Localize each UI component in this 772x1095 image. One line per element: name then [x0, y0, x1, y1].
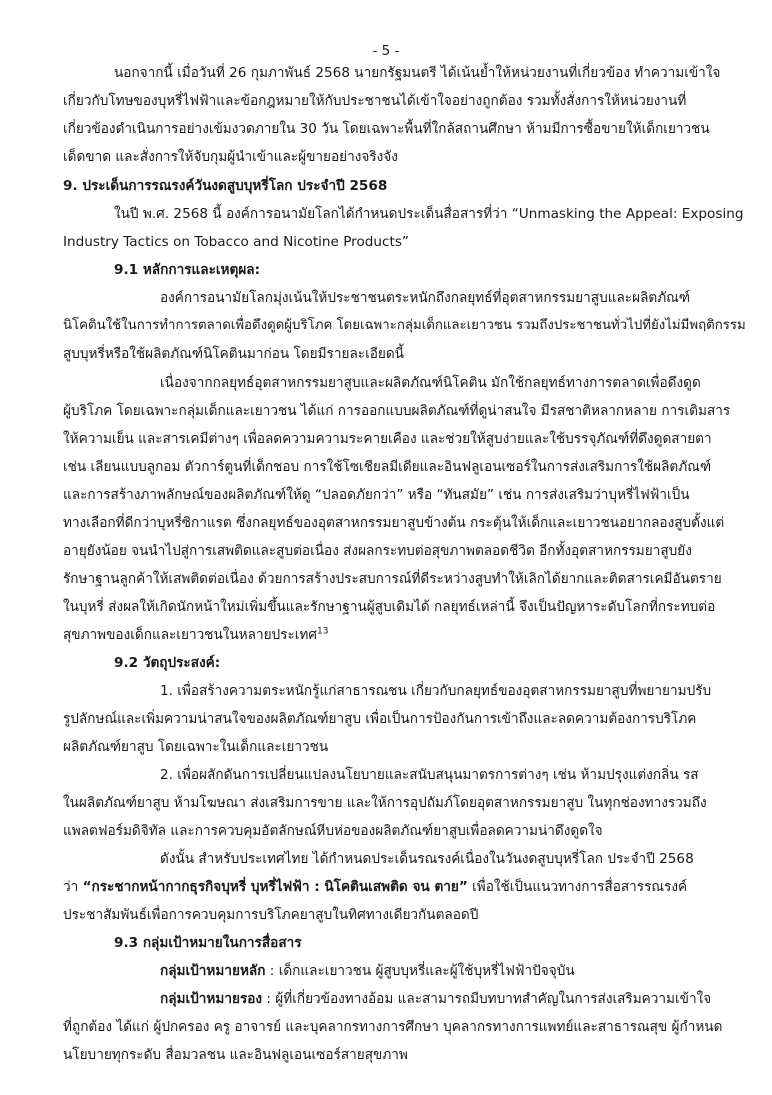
rationale-line: อายุยังน้อย จนนำไปสู่การเสพติดและสูบต่อเนื่อง ส่งผลกระทบต่อสุขภาพตลอดชีวิต อีกทั้งอุตสาหกรรมยาสูบยัง	[63, 543, 692, 559]
rationale-line: ทางเลือกที่ดีกว่าบุหรี่ซิกาแรต ซึ่งกลยุทธ์ของอุตสาหกรรมยาสูบข้างต้น กระตุ้นให้เด็กและเยาวชนอยากลองสูบตั้งแต่	[63, 515, 725, 531]
section-9-line: Industry Tactics on Tobacco and Nicotine Products”	[63, 234, 409, 250]
section-9-1-heading: 9.1 หลักการและเหตุผล:	[114, 262, 261, 278]
target-main-text: : เด็กและเยาวชน ผู้สูบบุหรี่และผู้ใช้บุหรี่ไฟฟ้าปัจจุบัน	[265, 963, 575, 979]
objective-line: แพลตฟอร์มดิจิทัล และการควบคุมอัตลักษณ์หีบห่อของผลิตภัณฑ์ยาสูบเพื่อลดความน่าดึงดูดใจ	[63, 823, 603, 839]
target-secondary-line: ที่ถูกต้อง ได้แก่ ผู้ปกครอง ครู อาจารย์ และบุคลากรทางการศึกษา บุคลากรทางการแพทย์และสาธารณสุข ผู้กำหนด	[63, 1019, 723, 1035]
target-secondary-text: : ผู้ที่เกี่ยวข้องทางอ้อม และสามารถมีบทบาทสำคัญในการส่งเสริมความเข้าใจ	[262, 991, 712, 1007]
campaign-line	[63, 877, 687, 897]
rationale-line: เนื่องจากกลยุทธ์อุตสาหกรรมยาสูบและผลิตภัณฑ์นิโคติน มักใช้กลยุทธ์ทางการตลาดเพื่อดึงดูด	[160, 375, 701, 391]
objective-line: 2. เพื่อผลักดันการเปลี่ยนแปลงนโยบายและสนับสนุนมาตรการต่างๆ เช่น ห้ามปรุงแต่งกลิ่น รส	[160, 767, 699, 783]
target-main-line	[160, 961, 575, 981]
rationale-line	[63, 625, 328, 645]
rationale-line: ในบุหรี่ ส่งผลให้เกิดนักหน้าใหม่เพิ่มขึ้นและรักษาฐานผู้สูบเดิมได้ กลยุทธ์เหล่านี้ จึงเป็นปัญหาระดับโลกที่กระทบต่อ	[63, 599, 716, 615]
objective-line: รูปลักษณ์และเพิ่มความน่าสนใจของผลิตภัณฑ์ยาสูบ เพื่อเป็นการป้องกันการเข้าถึงและลดความต้องการบริโภค	[63, 711, 697, 727]
intro-line: เด็ดขาด และสั่งการให้จับกุมผู้นำเข้าและผู้ขายอย่างจริงจัง	[63, 149, 398, 165]
campaign-line: ประชาสัมพันธ์เพื่อการควบคุมการบริโภคยาสูบในทิศทางเดียวกันตลอดปี	[63, 907, 479, 923]
section-9-line: ในปี พ.ศ. 2568 นี้ องค์การอนามัยโลกได้กำหนดประเด็นสื่อสารที่ว่า “Unmasking the Appeal: Exposing	[114, 206, 744, 222]
section-9-heading: 9. ประเด็นการรณรงค์วันงดสูบบุหรี่โลก ประจำปี 2568	[63, 178, 388, 194]
intro-line: นอกจากนี้ เมื่อวันที่ 26 กุมภาพันธ์ 2568 นายกรัฐมนตรี ได้เน้นย้ำให้หน่วยงานที่เกี่ยวข้อง ทำความเข้าใจ	[114, 65, 721, 81]
section-9-2-heading: 9.2 วัตถุประสงค์:	[114, 655, 221, 671]
target-secondary-line	[160, 989, 711, 1009]
rationale-line: สูบบุหรี่หรือใช้ผลิตภัณฑ์นิโคตินมาก่อน โดยมีรายละเอียดนี้	[63, 346, 404, 362]
rationale-line: เช่น เลียนแบบลูกอม ตัวการ์ตูนที่เด็กชอบ การใช้โซเชียลมีเดียและอินฟลูเอนเซอร์ในการส่งเสริมการใช้ผลิตภัณฑ์	[63, 459, 712, 475]
campaign-line: ดังนั้น สำหรับประเทศไทย ได้กำหนดประเด็นรณรงค์เนื่องในวันงดสูบบุหรี่โลก ประจำปี 2568	[160, 851, 694, 867]
target-secondary-line: นโยบายทุกระดับ สื่อมวลชน และอินฟลูเอนเซอร์สายสุขภาพ	[63, 1047, 408, 1063]
section-9-3-heading: 9.3 กลุ่มเป้าหมายในการสื่อสาร	[114, 935, 302, 951]
rationale-line: รักษาฐานลูกค้าให้เสพติดต่อเนื่อง ด้วยการสร้างประสบการณ์ที่ดีระหว่างสูบทำให้เลิกได้ยากและติดสารเคมีอันตราย	[63, 571, 722, 587]
objective-line: ผลิตภัณฑ์ยาสูบ โดยเฉพาะในเด็กและเยาวชน	[63, 739, 329, 755]
target-secondary-label: กลุ่มเป้าหมายรอง	[160, 991, 263, 1007]
intro-line: เกี่ยวข้องดำเนินการอย่างเข้มงวดภายใน 30 วัน โดยเฉพาะพื้นที่ใกล้สถานศึกษา ห้ามมีการซื้อขายให้เด็กเยาวชน	[63, 121, 710, 137]
rationale-text: สุขภาพของเด็กและเยาวชนในหลายประเทศ	[63, 627, 318, 643]
campaign-slogan: “กระชากหน้ากากธุรกิจบุหรี่ บุหรี่ไฟฟ้า : นิโคตินเสพติด จน ตาย”	[82, 879, 468, 895]
intro-line: เกี่ยวกับโทษของบุหรี่ไฟฟ้าและข้อกฎหมายให้กับประชาชนได้เข้าใจอย่างถูกต้อง รวมทั้งสั่งการให้หน่วยงานที่	[63, 93, 687, 109]
footnote-ref: 13	[317, 626, 329, 637]
page-number: - 5 -	[372, 43, 400, 59]
rationale-line: และการสร้างภาพลักษณ์ของผลิตภัณฑ์ให้ดู “ปลอดภัยกว่า” หรือ “ทันสมัย” เช่น การส่งเสริมว่าบุหรี่ไฟฟ้าเป็น	[63, 487, 690, 503]
rationale-line: องค์การอนามัยโลกมุ่งเน้นให้ประชาชนตระหนักถึงกลยุทธ์ที่อุตสาหกรรมยาสูบและผลิตภัณฑ์	[160, 290, 691, 306]
rationale-line: ผู้บริโภค โดยเฉพาะกลุ่มเด็กและเยาวชน ได้แก่ การออกแบบผลิตภัณฑ์ที่ดูน่าสนใจ มีรสชาติหลากหลาย การเติมสาร	[63, 403, 731, 419]
campaign-prefix: ว่า	[63, 879, 83, 895]
campaign-suffix: เพื่อใช้เป็นแนวทางการสื่อสารรณรงค์	[467, 879, 688, 895]
rationale-line: ให้ความเย็น และสารเคมีต่างๆ เพื่อลดความความระคายเคือง และช่วยให้สูบง่ายและใช้บรรจุภัณฑ์ที่ดึงดูดสายตา	[63, 431, 712, 447]
objective-line: 1. เพื่อสร้างความตระหนักรู้แก่สาธารณชน เกี่ยวกับกลยุทธ์ของอุตสาหกรรมยาสูบที่พยายามปรับ	[160, 683, 712, 699]
objective-line: ในผลิตภัณฑ์ยาสูบ ห้ามโฆษณา ส่งเสริมการขาย และให้การอุปถัมภ์โดยอุตสาหกรรมยาสูบ ในทุกช่องทางรวมถึง	[63, 795, 707, 811]
target-main-label: กลุ่มเป้าหมายหลัก	[160, 963, 266, 979]
rationale-line: นิโคตินใช้ในการทำการตลาดเพื่อดึงดูดผู้บริโภค โดยเฉพาะกลุ่มเด็กและเยาวชน รวมถึงประชาชนทั่วไปที่ยังไม่มีพฤติกรรม	[63, 318, 746, 333]
